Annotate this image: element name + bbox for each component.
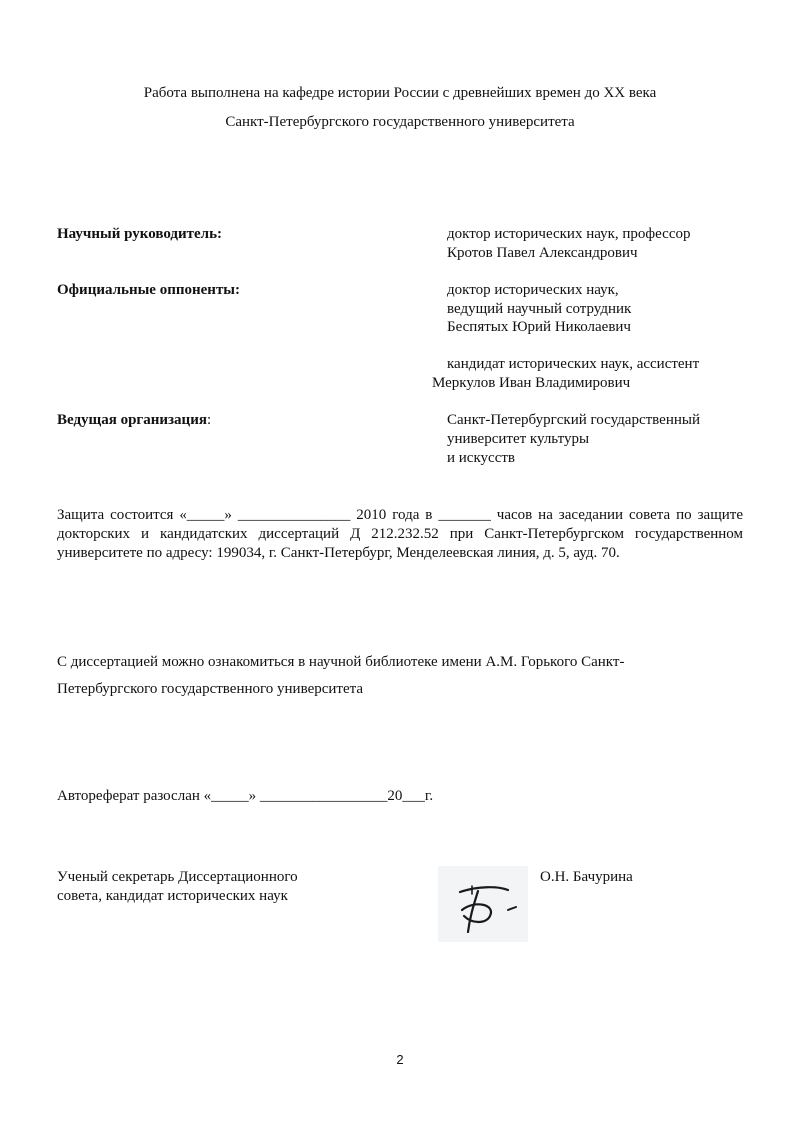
organization-colon: :: [206, 412, 212, 428]
organization-label: Ведущая организация: [57, 412, 207, 428]
defense-paragraph: Защита состоится «_____» _______________ 2010 года в _______ часов на заседании совета по защите докторских и кандидатских диссертаций Д 212.232.52 при Санкт-Петербургском государственном университете по адресу: 199034, г. Санкт-Петербург, Менделеевская линия, д. 5, ауд. 70.: [57, 507, 743, 561]
opponent-1-degree: доктор исторических наук,: [447, 282, 619, 298]
mailed-line: Автореферат разослан «_____» _________________20___г.: [57, 788, 434, 804]
supervisor-label: Научный руководитель:: [57, 226, 222, 242]
organization-line-2: университет культуры: [447, 431, 590, 447]
header-line-2: Санкт-Петербургского государственного университета: [225, 114, 575, 130]
supervisor-degree: доктор исторических наук, профессор: [447, 226, 691, 242]
organization-line-1: Санкт-Петербургский государственный: [447, 412, 700, 428]
organization-label-row: [57, 411, 211, 430]
opponent-1-name: Беспятых Юрий Николаевич: [447, 319, 631, 335]
library-line-1: С диссертацией можно ознакомиться в научной библиотеке имени А.М. Горького Санкт-: [57, 654, 625, 670]
supervisor-name: Кротов Павел Александрович: [447, 245, 638, 261]
library-line-2: Петербургского государственного университета: [57, 681, 364, 697]
page-number: 2: [396, 1052, 404, 1067]
secretary-name: О.Н. Бачурина: [540, 869, 633, 885]
opponent-1-position: ведущий научный сотрудник: [447, 301, 632, 317]
opponent-2-name: Меркулов Иван Владимирович: [432, 375, 631, 391]
header-line-1: Работа выполнена на кафедре истории России с древнейших времен до XX века: [143, 85, 657, 101]
opponent-2-degree: кандидат исторических наук, ассистент: [447, 356, 700, 372]
opponents-label: Официальные оппоненты:: [57, 282, 241, 298]
secretary-line-1: Ученый секретарь Диссертационного: [57, 869, 298, 885]
secretary-line-2: совета, кандидат исторических наук: [57, 888, 288, 904]
organization-line-3: и искусств: [447, 450, 515, 466]
signature-image: [438, 866, 528, 942]
